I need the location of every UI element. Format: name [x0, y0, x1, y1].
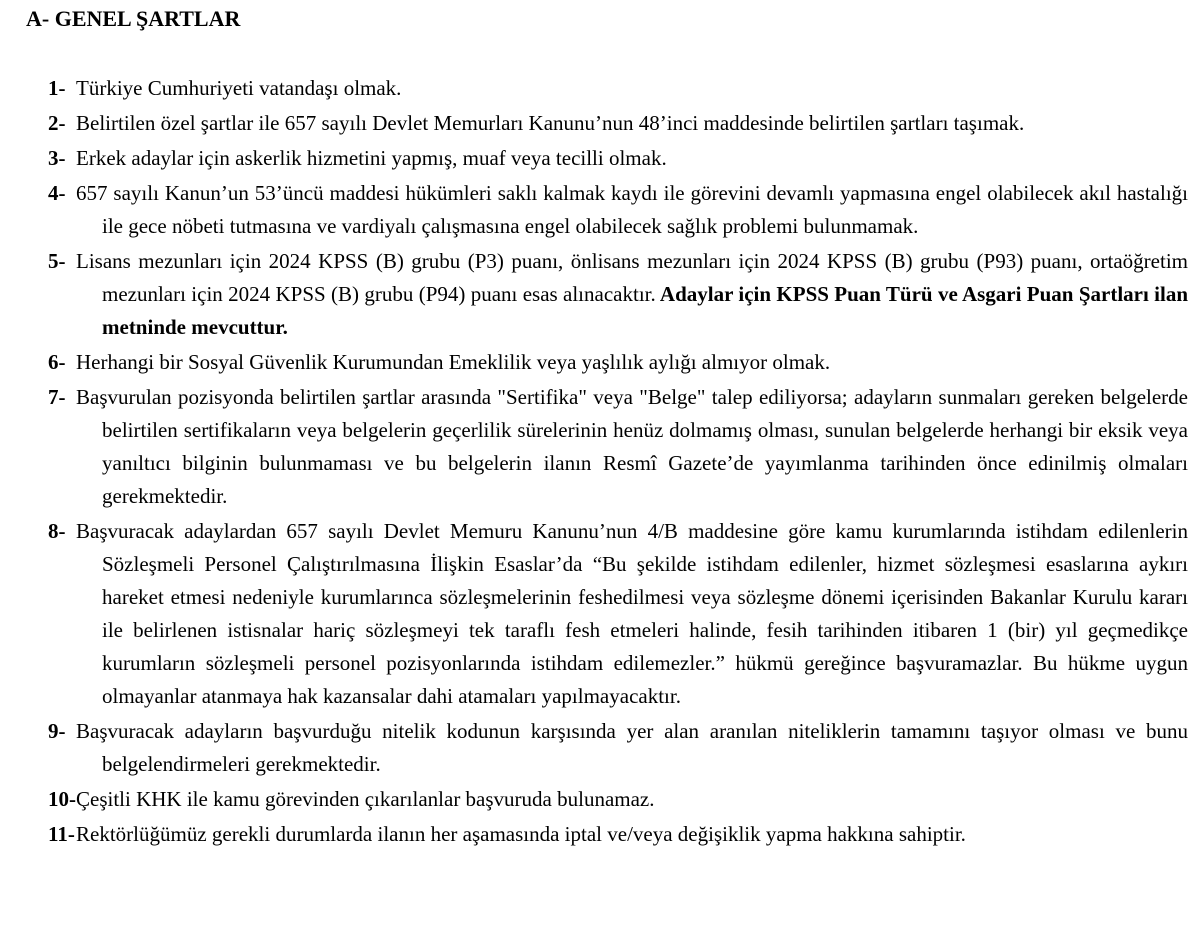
item-number: 2- — [48, 111, 66, 135]
item-text: Erkek adaylar için askerlik hizmetini yapmış, muaf veya tecilli olmak. — [76, 146, 667, 170]
list-item-8 — [48, 515, 1194, 713]
list-item-2 — [48, 107, 1194, 140]
item-text-container — [76, 245, 1194, 344]
list-item-3 — [48, 142, 1194, 175]
list-item-9 — [48, 715, 1194, 781]
item-number: 11- — [48, 822, 75, 846]
item-number: 10- — [48, 787, 76, 811]
item-text: Belirtilen özel şartlar ile 657 sayılı Devlet Memurları Kanunu’nun 48’inci maddesinde belirtilen şartları taşımak. — [76, 111, 1025, 135]
item-text: Başvurulan pozisyonda belirtilen şartlar arasında "Sertifika" veya "Belge" talep ediliyorsa; adayların sunmaları gereken belgelerde belirtilen sertifikaların veya belgelerin geçerlilik sürelerinin henüz dolmamış olması, sunulan belgelerde herhangi bir eksik veya yanıltıcı bilginin bulunmaması ve bu belgelerin ilanın Resmî Gazete’de yayımlanma tarihinden önce edinilmiş olmaları gerekmektedir. — [76, 385, 1188, 508]
list-item-10 — [48, 783, 1194, 816]
item-text: Lisans mezunları için 2024 KPSS (B) grubu (P3) puanı, önlisans mezunları için 2024 KPSS (B) grubu (P93) puanı, ortaöğretim mezunları için 2024 KPSS (B) grubu (P94) puanı esas alınacaktır. — [76, 249, 1188, 306]
item-text: Rektörlüğümüz gerekli durumlarda ilanın her aşamasında iptal ve/veya değişiklik yapma hakkına sahiptir. — [76, 822, 966, 846]
item-number: 5- — [48, 249, 66, 273]
item-number: 4- — [48, 181, 66, 205]
list-item-6 — [48, 346, 1194, 379]
list-item-11 — [48, 818, 1194, 851]
list-item-7 — [48, 381, 1194, 513]
item-number: 7- — [48, 385, 66, 409]
item-text: Türkiye Cumhuriyeti vatandaşı olmak. — [76, 76, 402, 100]
list-item-5 — [48, 245, 1194, 344]
item-number: 6- — [48, 350, 66, 374]
section-heading: A- GENEL ŞARTLAR — [26, 6, 241, 31]
item-text: Çeşitli KHK ile kamu görevinden çıkarılanlar başvuruda bulunamaz. — [76, 787, 655, 811]
item-text: 657 sayılı Kanun’un 53’üncü maddesi hükümleri saklı kalmak kaydı ile görevini devamlı yapmasına engel olabilecek akıl hastalığı ile gece nöbeti tutmasına ve vardiyalı çalışmasına engel olabilecek sağlık problemi bulunmamak. — [76, 181, 1188, 238]
list-item-4 — [48, 177, 1194, 243]
item-text: Başvuracak adaylardan 657 sayılı Devlet Memuru Kanunu’nun 4/B maddesine göre kamu kurumlarında istihdam edilenlerin Sözleşmeli Personel Çalıştırılmasına İlişkin Esaslar’da “Bu şekilde istihdam edilenler, hizmet sözleşmesi esaslarına aykırı hareket etmesi nedeniyle kurumlarınca sözleşmelerinin feshedilmesi veya sözleşme dönemi içerisinden Bakanlar Kurulu kararı ile belirlenen istisnalar hariç sözleşmeyi tek taraflı fesh etmeleri halinde, fesih tarihinden itibaren 1 (bir) yıl geçmedikçe kurumların sözleşmeli personel pozisyonlarında istihdam edilemezler.” hükmü gereğince başvuramazlar. Bu hükme uygun olmayanlar atanmaya hak kazansalar dahi atamaları yapılmayacaktır. — [76, 519, 1188, 708]
requirements-list — [26, 72, 1194, 851]
item-number: 8- — [48, 519, 66, 543]
item-number: 3- — [48, 146, 66, 170]
item-text: Başvuracak adayların başvurduğu nitelik kodunun karşısında yer alan aranılan niteliklerin tamamını taşıyor olması ve bunu belgelendirmeleri gerekmektedir. — [76, 719, 1188, 776]
item-number: 9- — [48, 719, 66, 743]
item-number: 1- — [48, 76, 66, 100]
item-bold-text: Adaylar için KPSS Puan Türü ve Asgari Puan Şartları ilan metninde mevcuttur. — [102, 282, 1188, 339]
item-text: Herhangi bir Sosyal Güvenlik Kurumundan Emeklilik veya yaşlılık aylığı almıyor olmak. — [76, 350, 831, 374]
list-item-1 — [48, 72, 1194, 105]
